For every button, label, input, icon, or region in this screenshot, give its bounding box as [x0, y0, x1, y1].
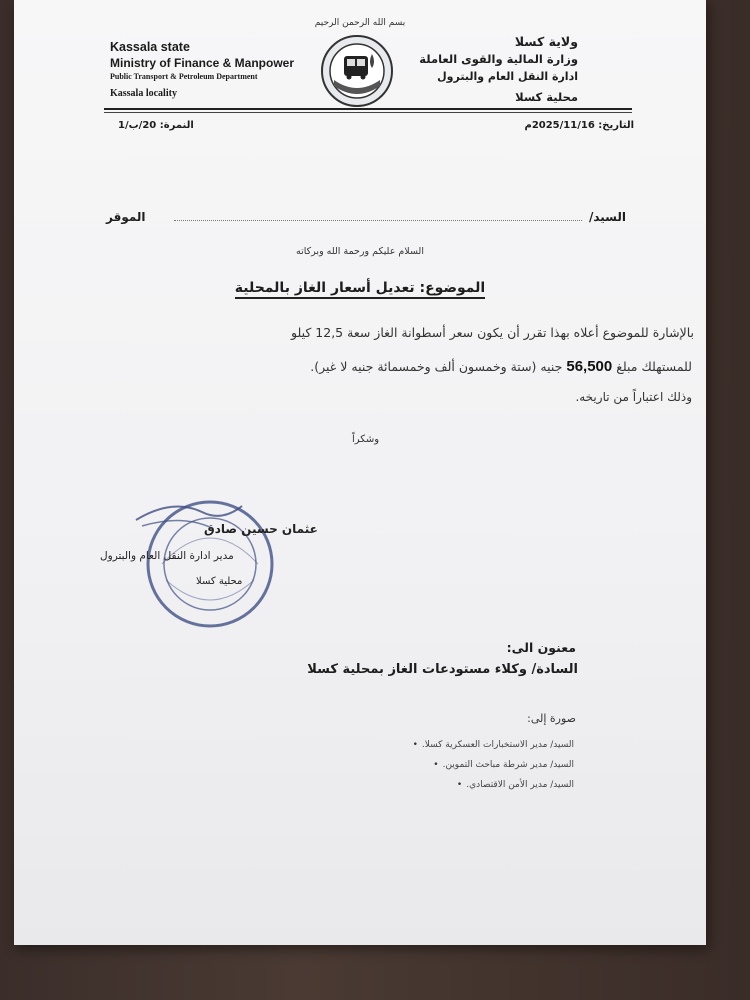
- header-divider: [104, 108, 632, 110]
- letterhead-ministry-en: Ministry of Finance & Manpower: [110, 56, 295, 70]
- copy-to-item: السيد/ مدير الاستخبارات العسكرية كسلا. •: [413, 740, 574, 750]
- price-amount: 56,500: [566, 358, 613, 375]
- letterhead-department-en: Public Transport & Petroleum Department: [110, 72, 258, 81]
- copy-to-item: السيد/ مدير الأمن الاقتصادي. •: [457, 780, 574, 790]
- signatory-title: مدير ادارة النقل العام والبترول: [100, 550, 234, 562]
- subject-line: [14, 280, 706, 296]
- copy-to-item: السيد/ مدير شرطة مباحث التموين. •: [433, 760, 574, 770]
- signatory-locality: محلية كسلا: [196, 576, 243, 587]
- recipient-honorific: الموقر: [106, 210, 146, 224]
- body-line-3: وذلك اعتباراً من تاريخه.: [575, 390, 692, 404]
- letter-date: التاريخ: 2025/11/16م: [524, 120, 634, 131]
- letter-reference: النمرة: 20/ب/1: [118, 120, 194, 131]
- body-line-2-prefix: للمستهلك مبلغ: [612, 359, 692, 374]
- addressed-to-value: السادة/ وكلاء مستودعات الغاز بمحلية كسلا: [307, 662, 578, 677]
- official-stamp-icon: [132, 492, 282, 632]
- copy-to-label: صورة إلى:: [527, 712, 576, 725]
- letter-paper: [14, 0, 706, 945]
- basmala: بسم الله الرحمن الرحيم: [314, 18, 406, 28]
- letterhead-locality-ar: محلية كسلا: [515, 90, 578, 104]
- body-line-2: [310, 358, 692, 375]
- letterhead-state-en: Kassala state: [110, 40, 190, 54]
- body-line-2-suffix: جنيه (ستة وخمسون ألف وخمسمائة جنيه لا غير).: [310, 359, 567, 374]
- closing-thanks: وشكراً: [352, 434, 380, 445]
- subject-text: الموضوع: تعديل أسعار الغاز بالمحلية: [235, 280, 485, 299]
- signatory-name: عثمان حسين صادق: [204, 522, 318, 536]
- letterhead-state-ar: ولاية كسلا: [514, 34, 578, 49]
- recipient-prefix: السيد/: [588, 210, 626, 224]
- body-line-1: بالإشارة للموضوع أعلاه بهذا تقرر أن يكون سعر أسطوانة الغاز سعة 12,5 كيلو: [291, 325, 694, 340]
- header-divider-thin: [104, 112, 632, 113]
- ministry-seal-logo-icon: [320, 34, 394, 108]
- letterhead-ministry-ar: وزارة المالية والقوى العاملة: [419, 52, 578, 66]
- addressed-to-label: معنون الى:: [506, 640, 576, 655]
- recipient-dotted-line: [174, 220, 582, 221]
- letterhead-department-ar: ادارة النقل العام والبترول: [437, 70, 578, 83]
- greeting: السلام عليكم ورحمة الله وبركاته: [296, 246, 424, 257]
- letterhead-locality-en: Kassala locality: [110, 88, 177, 99]
